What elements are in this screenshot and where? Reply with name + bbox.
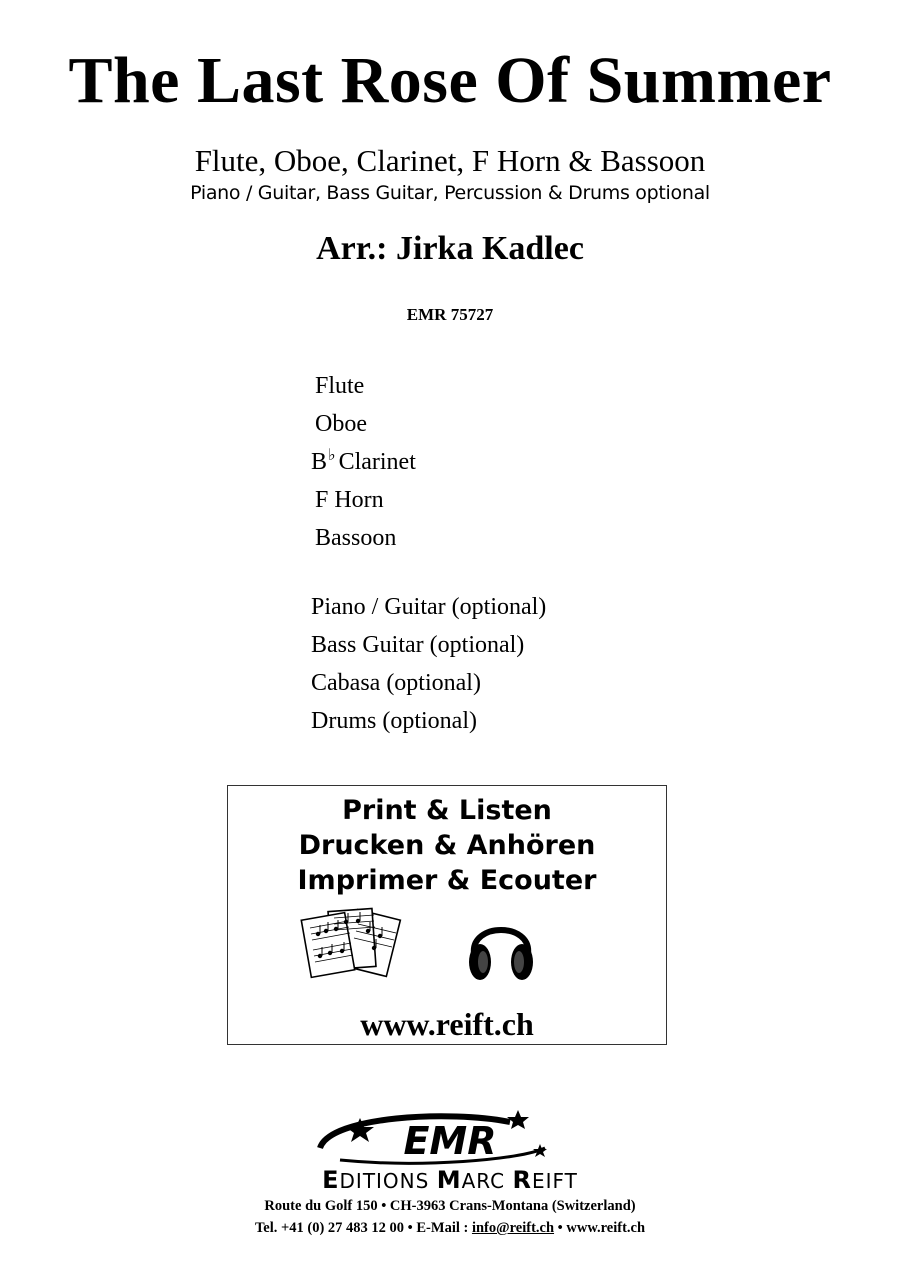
- optional-instrument-item: Drums (optional): [311, 708, 477, 734]
- publisher-address: Route du Golf 150 • CH-3963 Crans-Montana (Switzerland): [264, 1198, 636, 1214]
- promo-line-de: Drucken & Anhören: [298, 830, 596, 861]
- promo-line-fr: Imprimer & Ecouter: [297, 865, 597, 896]
- flat-sign: ♭: [328, 447, 336, 464]
- title: The Last Rose Of Summer: [68, 44, 832, 117]
- instrument-list: [311, 361, 416, 551]
- instrument-item: F Horn: [315, 487, 384, 513]
- optional-instrument-item: Bass Guitar (optional): [311, 632, 525, 658]
- sheet-music-icon: [300, 904, 412, 996]
- promo-line-en: Print & Listen: [342, 795, 552, 826]
- contact-line: Tel. +41 (0) 27 483 12 00 • E-Mail : info@reift.ch • www.reift.ch: [254, 1220, 646, 1236]
- subtitle: Flute, Oboe, Clarinet, F Horn & Bassoon: [194, 143, 706, 178]
- optional-instrument-item: Piano / Guitar (optional): [311, 594, 547, 620]
- optional-instrument-list: [311, 588, 546, 740]
- optional-instrument-item: Cabasa (optional): [311, 670, 481, 696]
- print-listen-box: [227, 785, 667, 1045]
- publisher-name: EDITIONS MARC REIFT: [322, 1166, 578, 1194]
- website-url[interactable]: www.reift.ch: [360, 1006, 534, 1042]
- instrument-item: Flute: [315, 373, 365, 399]
- emr-logo: [300, 1108, 600, 1168]
- instrument-item: Bassoon: [315, 525, 397, 551]
- instrument-item: Oboe: [315, 411, 367, 437]
- instrument-item: B♭ Clarinet: [311, 447, 416, 475]
- logo-text: EMR: [403, 1119, 497, 1163]
- headphones-icon: [466, 908, 536, 986]
- optional-instruments-line: Piano / Guitar, Bass Guitar, Percussion & Drums optional: [190, 182, 710, 204]
- website-link[interactable]: • www.reift.ch: [554, 1220, 646, 1236]
- arranger: Arr.: Jirka Kadlec: [316, 230, 584, 267]
- email-link[interactable]: info@reift.ch: [471, 1220, 555, 1236]
- catalog-number: EMR 75727: [406, 305, 494, 324]
